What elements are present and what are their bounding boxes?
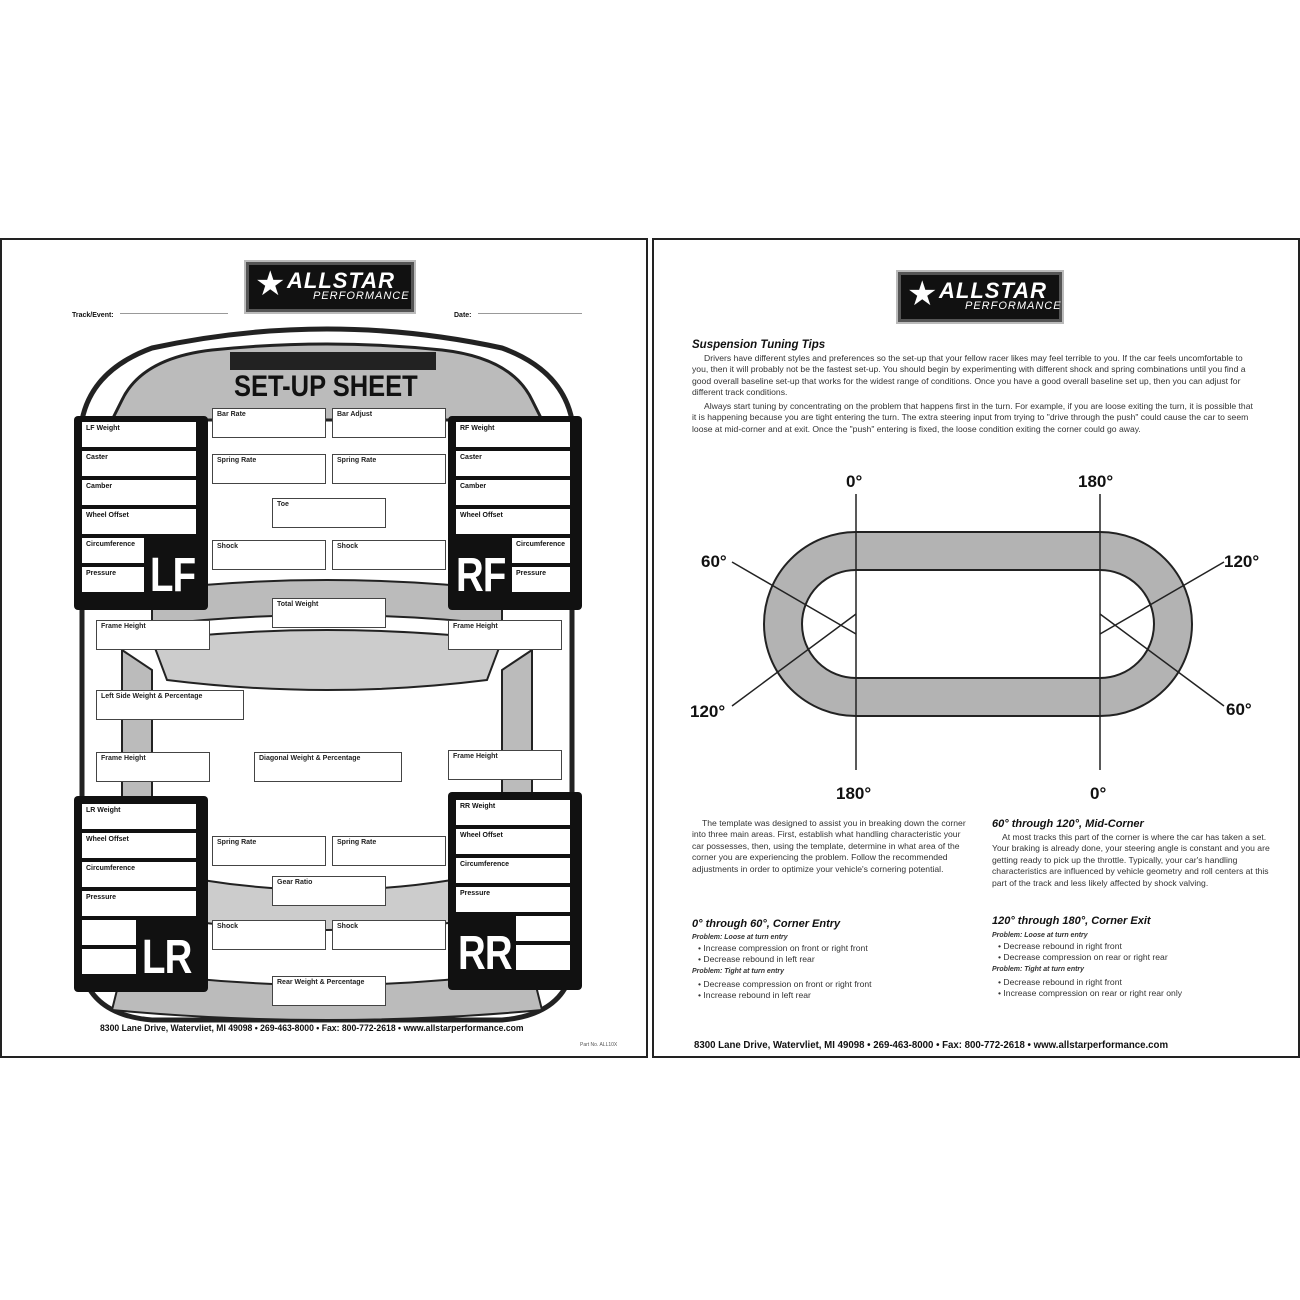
lf-camber-field[interactable]: Camber — [82, 480, 196, 505]
mid-corner-heading: 60° through 120°, Mid-Corner — [992, 818, 1144, 830]
front-spring-rate-right-field[interactable]: Spring Rate — [332, 454, 446, 484]
rf-label: RF — [456, 549, 506, 602]
rr-weight-field[interactable]: RR Weight — [456, 800, 570, 825]
toe-field[interactable]: Toe — [272, 498, 386, 528]
degree-0-top: 0° — [846, 472, 863, 491]
front-shock-left-field[interactable]: Shock — [212, 540, 326, 570]
template-paragraph: The template was designed to assist you in breaking down the corner into three main areas. First, establish what handling characteristic your car possesses, then, using the template, determine in what area of the corner you are experiencing the problem. Follow the recommended adjustments in order to optimize your vehicle's cornering potential. — [692, 818, 966, 874]
entry-problem-1: Problem: Loose at turn entry — [692, 934, 788, 941]
rr-label: RR — [458, 927, 512, 980]
logo-brand-sub: PERFORMANCE — [313, 290, 410, 302]
corner-entry-heading: 0° through 60°, Corner Entry — [692, 918, 841, 930]
frame-height-rf-field[interactable]: Frame Height — [448, 620, 562, 650]
lf-weight-field[interactable]: LF Weight — [82, 422, 196, 447]
rr-wheel-block — [448, 792, 582, 990]
exit-bullet-2: • Decrease compression on rear or right rear — [998, 952, 1168, 962]
degree-60-right: 60° — [1226, 700, 1252, 719]
track-oval-inner — [802, 570, 1154, 678]
degree-120-right: 120° — [1224, 552, 1260, 571]
bar-adjust-field[interactable]: Bar Adjust — [332, 408, 446, 438]
degree-0-bottom: 0° — [1090, 784, 1107, 803]
rr-blank-field-2[interactable] — [516, 945, 570, 970]
lr-wheel-offset-field[interactable]: Wheel Offset — [82, 833, 196, 858]
rf-pressure-field[interactable]: Pressure — [512, 567, 570, 592]
star-icon: ★ — [255, 265, 286, 303]
rf-wheel-block — [448, 416, 582, 610]
lr-weight-field[interactable]: LR Weight — [82, 804, 196, 829]
entry-bullet-2: • Decrease rebound in left rear — [698, 954, 815, 964]
left-footer-address: 8300 Lane Drive, Watervliet, MI 49098 • 269-463-8000 • Fax: 800-772-2618 • www.allstarperformance.com — [100, 1023, 524, 1034]
allstar-logo-right — [898, 272, 1062, 322]
exit-bullet-1: • Decrease rebound in right front — [998, 941, 1122, 951]
logo-brand-name: ALLSTAR — [287, 268, 396, 293]
degree-120-left: 120° — [690, 702, 726, 721]
lf-label: LF — [150, 549, 196, 602]
entry-problem-2: Problem: Tight at turn entry — [692, 968, 785, 975]
rear-weight-field[interactable]: Rear Weight & Percentage — [272, 976, 386, 1006]
frame-height-rr-field[interactable]: Frame Height — [448, 750, 562, 780]
part-number: Part No. ALL10X — [580, 1042, 618, 1048]
date-label: Date: — [454, 312, 472, 319]
rr-wheel-offset-field[interactable]: Wheel Offset — [456, 829, 570, 854]
diagonal-weight-field[interactable]: Diagonal Weight & Percentage — [254, 752, 402, 782]
exit-bullet-3: • Decrease rebound in right front — [998, 977, 1122, 987]
rf-wheel-offset-field[interactable]: Wheel Offset — [456, 509, 570, 534]
logo-brand-name-right: ALLSTAR — [939, 278, 1048, 303]
rr-pressure-field[interactable]: Pressure — [456, 887, 570, 912]
rear-spring-rate-right-field[interactable]: Spring Rate — [332, 836, 446, 866]
rf-caster-field[interactable]: Caster — [456, 451, 570, 476]
entry-bullet-1: • Increase compression on front or right front — [698, 943, 868, 953]
intro-paragraph-2: Always start tuning by concentrating on the problem that happens first in the turn. For example, if you are loose exiting the turn, it is possible that it is happening because you are tight entering the turn. The extra steering input from trying to "drive through the push" could cause the car to seem loose at mid-corner and at exit. Once the "push" entering is fixed, the loose condition exiting the corner could go away. — [692, 401, 1253, 434]
mid-corner-paragraph: At most tracks this part of the corner is where the car has taken a set. Your braking is already done, your steering angle is constant and you are getting ready to pick up the throttle. Typically, your car's handling characteristics are influenced by vehicle geometry and roll centers at this part of the track and less likely affected by shock valving. — [992, 832, 1270, 888]
lr-label: LR — [142, 931, 192, 984]
entry-bullet-3: • Decrease compression on front or right front — [698, 979, 872, 989]
lf-circumference-field[interactable]: Circumference — [82, 538, 144, 563]
front-spring-rate-left-field[interactable]: Spring Rate — [212, 454, 326, 484]
lr-circumference-field[interactable]: Circumference — [82, 862, 196, 887]
gear-ratio-field[interactable]: Gear Ratio — [272, 876, 386, 906]
front-shock-right-field[interactable]: Shock — [332, 540, 446, 570]
tuning-tips-heading: Suspension Tuning Tips — [692, 339, 826, 351]
lr-blank-field-2[interactable] — [82, 949, 136, 974]
lf-wheel-offset-field[interactable]: Wheel Offset — [82, 509, 196, 534]
lf-pressure-field[interactable]: Pressure — [82, 567, 144, 592]
sheet-title: SET-UP SHEET — [234, 370, 418, 403]
lr-wheel-block — [74, 796, 208, 992]
frame-height-lr-field[interactable]: Frame Height — [96, 752, 210, 782]
corner-template-diagram — [654, 470, 1300, 830]
rr-blank-field[interactable] — [516, 916, 570, 941]
bar-rate-field[interactable]: Bar Rate — [212, 408, 326, 438]
rear-shock-left-field[interactable]: Shock — [212, 920, 326, 950]
star-icon-right: ★ — [907, 275, 938, 313]
rf-circumference-field[interactable]: Circumference — [512, 538, 570, 563]
degree-180-top: 180° — [1078, 472, 1114, 491]
rear-spring-rate-left-field[interactable]: Spring Rate — [212, 836, 326, 866]
right-footer-address: 8300 Lane Drive, Watervliet, MI 49098 • 269-463-8000 • Fax: 800-772-2618 • www.allstarperformance.com — [694, 1040, 1169, 1051]
rf-camber-field[interactable]: Camber — [456, 480, 570, 505]
rf-weight-field[interactable]: RF Weight — [456, 422, 570, 447]
exit-problem-2: Problem: Tight at turn entry — [992, 966, 1085, 973]
total-weight-field[interactable]: Total Weight — [272, 598, 386, 628]
degree-180-bottom: 180° — [836, 784, 872, 803]
exit-bullet-4: • Increase compression on rear or right rear only — [998, 988, 1183, 998]
track-event-label: Track/Event: — [72, 312, 114, 319]
degree-60-left: 60° — [701, 552, 727, 571]
lf-wheel-block — [74, 416, 208, 610]
left-side-weight-field[interactable]: Left Side Weight & Percentage — [96, 690, 244, 720]
frame-height-lf-field[interactable]: Frame Height — [96, 620, 210, 650]
lr-pressure-field[interactable]: Pressure — [82, 891, 196, 916]
corner-exit-heading: 120° through 180°, Corner Exit — [992, 915, 1151, 927]
exit-problem-1: Problem: Loose at turn entry — [992, 932, 1088, 939]
logo-brand-sub-right: PERFORMANCE — [965, 300, 1062, 312]
setup-sheet-page — [0, 238, 648, 1058]
lr-blank-field[interactable] — [82, 920, 136, 945]
tuning-tips-page — [652, 238, 1300, 1058]
rear-shock-right-field[interactable]: Shock — [332, 920, 446, 950]
rr-circumference-field[interactable]: Circumference — [456, 858, 570, 883]
entry-bullet-4: • Increase rebound in left rear — [698, 990, 811, 1000]
intro-paragraph-1: Drivers have different styles and preferences so the set-up that your fellow racer likes may feel terrible to you. If the car feels uncomfortable to you, then it will probably not be the fastest set-up. You should begin by experimenting with different shock and spring combinations until you find a good overall baseline set-up that works for the widest range of conditions. Once you have a good overall baseline set up, then you can adjust for different track conditions. — [692, 353, 1246, 398]
lf-caster-field[interactable]: Caster — [82, 451, 196, 476]
